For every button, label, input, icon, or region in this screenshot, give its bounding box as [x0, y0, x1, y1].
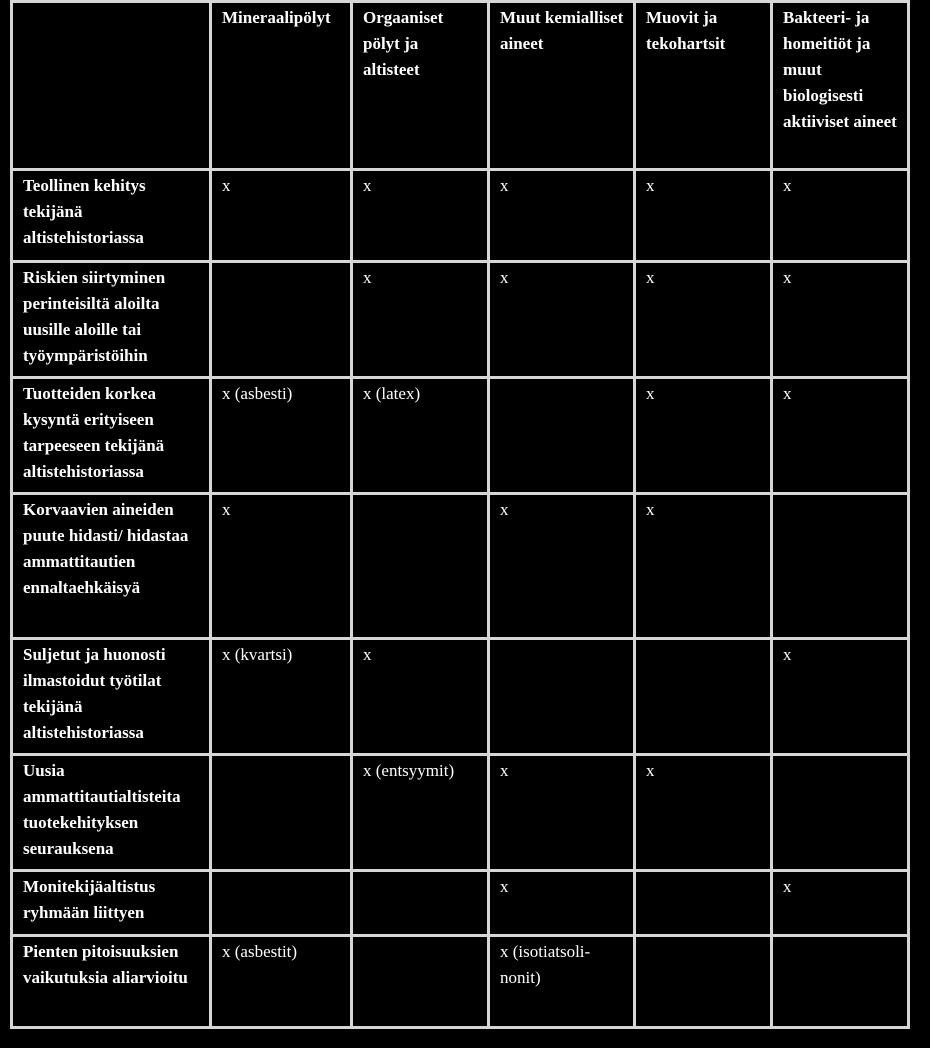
table-cell: x [772, 378, 909, 494]
header-biological-agents: Bakteeri- ja homeitiöt ja muut biologisesti aktiiviset aineet [772, 2, 909, 170]
table-cell: x [489, 262, 635, 378]
row-label: Teollinen kehitys tekijänä altistehistoriassa [12, 170, 211, 262]
row-label: Pienten pitoisuuksien vaikutuksia aliarvioitu [12, 936, 211, 1028]
exposure-table-container [10, 0, 907, 1029]
table-row [12, 378, 909, 494]
table-cell [211, 871, 352, 936]
table-row [12, 755, 909, 871]
table-cell: x [635, 262, 772, 378]
table-cell: x (asbesti) [211, 378, 352, 494]
table-cell: x [635, 170, 772, 262]
row-label: Tuotteiden korkea kysyntä erityiseen tarpeeseen tekijänä altistehistoriassa [12, 378, 211, 494]
row-label: Uusia ammattitautialtisteita tuotekehityksen seurauksena [12, 755, 211, 871]
table-cell [772, 755, 909, 871]
table-cell: x [489, 871, 635, 936]
table-cell: x (isotiatsoli-nonit) [489, 936, 635, 1028]
table-cell [489, 378, 635, 494]
exposure-factors-table [10, 0, 910, 1029]
table-row [12, 936, 909, 1028]
table-cell: x [772, 871, 909, 936]
table-cell: x (asbestit) [211, 936, 352, 1028]
table-cell: x [211, 170, 352, 262]
table-cell [352, 936, 489, 1028]
table-cell: x [772, 639, 909, 755]
table-cell [635, 639, 772, 755]
header-other-chemicals: Muut kemialliset aineet [489, 2, 635, 170]
row-label: Riskien siirtyminen perinteisiltä aloilta uusille aloille tai työympäristöihin [12, 262, 211, 378]
table-cell: x [772, 262, 909, 378]
table-cell: x [211, 494, 352, 639]
table-cell [635, 936, 772, 1028]
table-cell: x (latex) [352, 378, 489, 494]
table-row [12, 639, 909, 755]
table-cell: x [772, 170, 909, 262]
table-cell: x [489, 755, 635, 871]
table-row [12, 170, 909, 262]
table-cell: x [352, 170, 489, 262]
table-cell: x [489, 494, 635, 639]
table-cell: x [352, 639, 489, 755]
table-cell: x (entsyymit) [352, 755, 489, 871]
table-cell [352, 494, 489, 639]
table-cell: x (kvartsi) [211, 639, 352, 755]
table-cell: x [352, 262, 489, 378]
table-cell: x [489, 170, 635, 262]
table-cell [211, 262, 352, 378]
table-row [12, 494, 909, 639]
table-cell [635, 871, 772, 936]
table-cell [352, 871, 489, 936]
table-cell: x [635, 755, 772, 871]
table-cell [489, 639, 635, 755]
table-cell: x [635, 494, 772, 639]
header-organic-dusts: Orgaaniset pölyt ja altisteet [352, 2, 489, 170]
table-cell [772, 936, 909, 1028]
table-row [12, 871, 909, 936]
header-corner-cell [12, 2, 211, 170]
header-plastics-resins: Muovit ja tekohartsit [635, 2, 772, 170]
header-mineral-dusts: Mineraalipölyt [211, 2, 352, 170]
row-label: Monitekijäaltistus ryhmään liittyen [12, 871, 211, 936]
row-label: Suljetut ja huonosti ilmastoidut työtilat tekijänä altistehistoriassa [12, 639, 211, 755]
table-row [12, 262, 909, 378]
table-header-row [12, 2, 909, 170]
row-label: Korvaavien aineiden puute hidasti/ hidastaa ammattitautien ennaltaehkäisyä [12, 494, 211, 639]
table-cell [211, 755, 352, 871]
table-cell: x [635, 378, 772, 494]
table-cell [772, 494, 909, 639]
